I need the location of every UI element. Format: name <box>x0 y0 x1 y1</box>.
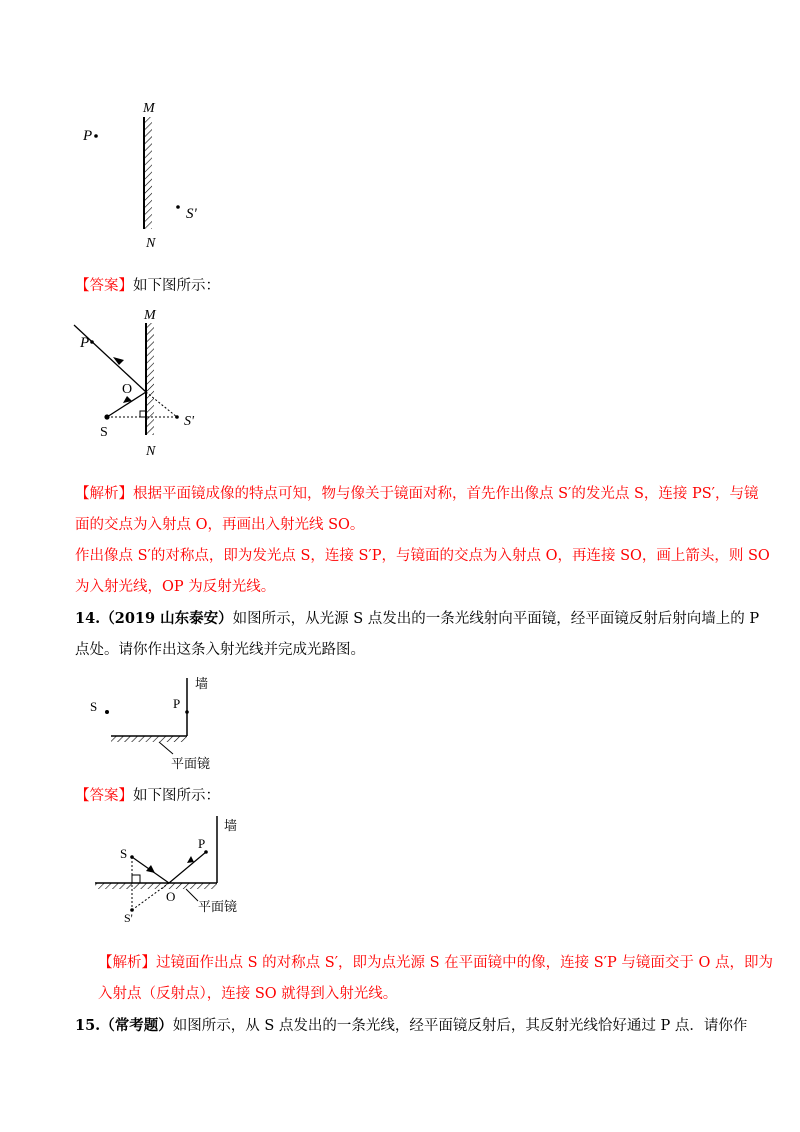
label-wall: 墙 <box>195 676 209 691</box>
label-s: S <box>90 699 98 714</box>
point-s-prime <box>176 205 180 209</box>
analysis-2-line-1: 【解析】过镜面作出点 S 的对称点 S′，即为点光源 S 在平面镜中的像，连接 S′P 与镜面交于 O 点，即为 <box>98 955 773 971</box>
analysis-tag: 【解析】 <box>75 486 133 502</box>
figure-mirror-problem <box>80 95 220 255</box>
label-o: O <box>166 889 176 904</box>
leader-line <box>159 742 173 754</box>
question-14-line-2: 点处。请你作出这条入射光线并完成光路图。 <box>75 642 365 658</box>
point-s-prime <box>175 415 179 419</box>
label-mirror: 平面镜 <box>171 756 211 771</box>
analysis-tag: 【解析】 <box>98 955 156 971</box>
label-s-prime: S' <box>186 206 197 222</box>
point-s <box>104 414 109 419</box>
label-n: N <box>146 444 156 459</box>
figure-wall-answer <box>90 812 260 927</box>
label-p: P <box>173 696 181 711</box>
answer-text: 如下图所示： <box>133 278 220 294</box>
answer-1 <box>75 276 220 296</box>
arrow-head <box>187 856 194 863</box>
question-source: （常考题） <box>100 1017 173 1034</box>
figure-wall-problem <box>85 668 235 778</box>
arrow-head <box>146 865 155 873</box>
point-s <box>105 710 109 714</box>
mirror-hatch <box>146 323 154 435</box>
answer-text: 如下图所示： <box>133 788 220 804</box>
label-p: P <box>198 836 206 851</box>
label-s-prime: S' <box>124 911 133 925</box>
label-o: O <box>122 382 133 397</box>
point-p <box>94 134 98 138</box>
point-p <box>185 710 189 714</box>
point-s <box>130 855 134 859</box>
label-mirror: 平面镜 <box>198 899 238 914</box>
leader-line <box>186 889 198 901</box>
answer-2 <box>75 786 220 806</box>
question-number: 14. <box>75 610 101 627</box>
arrow-head <box>113 357 124 365</box>
question-source: （2019 山东泰安） <box>100 610 233 627</box>
point-p <box>90 340 94 344</box>
label-s: S <box>100 425 108 440</box>
analysis-2-line-2: 入射点（反射点），连接 SO 就得到入射光线。 <box>98 986 398 1002</box>
analysis-1-line-4: 为入射光线，OP 为反射光线。 <box>75 579 276 595</box>
mirror-hatch <box>95 883 217 889</box>
reflected-ray <box>169 852 206 883</box>
answer-tag: 【答案】 <box>75 788 133 804</box>
mirror-hatch <box>144 117 152 229</box>
mirror-hatch <box>111 736 187 742</box>
analysis-1-line-3: 作出像点 S′的对称点，即为发光点 S，连接 S′P，与镜面的交点为入射点 O，再连接 SO，画上箭头，则 SO <box>75 548 770 564</box>
label-s-prime: S' <box>184 414 194 429</box>
label-n: N <box>146 236 156 251</box>
answer-tag: 【答案】 <box>75 278 133 294</box>
question-14-line-1: 14.（2019 山东泰安）如图所示，从光源 S 点发出的一条光线射向平面镜，经平面镜反射后射向墙上的 P <box>75 610 760 627</box>
analysis-1-line-2: 面的交点为入射点 O，再画出入射光线 SO。 <box>75 517 365 533</box>
figure-mirror-answer <box>70 305 220 465</box>
label-p: P <box>80 335 90 351</box>
right-angle-mark <box>132 875 140 883</box>
question-15-line-1: 15.（常考题）如图所示，从 S 点发出的一条光线，经平面镜反射后，其反射光线恰好通过 P 点．请你作 <box>75 1017 748 1034</box>
label-wall: 墙 <box>224 818 238 833</box>
label-s: S <box>120 846 128 861</box>
question-number: 15. <box>75 1017 101 1034</box>
label-m: M <box>144 308 156 323</box>
analysis-1-line-1: 【解析】根据平面镜成像的特点可知，物与像关于镜面对称，首先作出像点 S′的发光点 S，连接 PS′，与镜 <box>75 486 759 502</box>
label-m: M <box>143 101 155 116</box>
label-p: P <box>83 128 93 144</box>
